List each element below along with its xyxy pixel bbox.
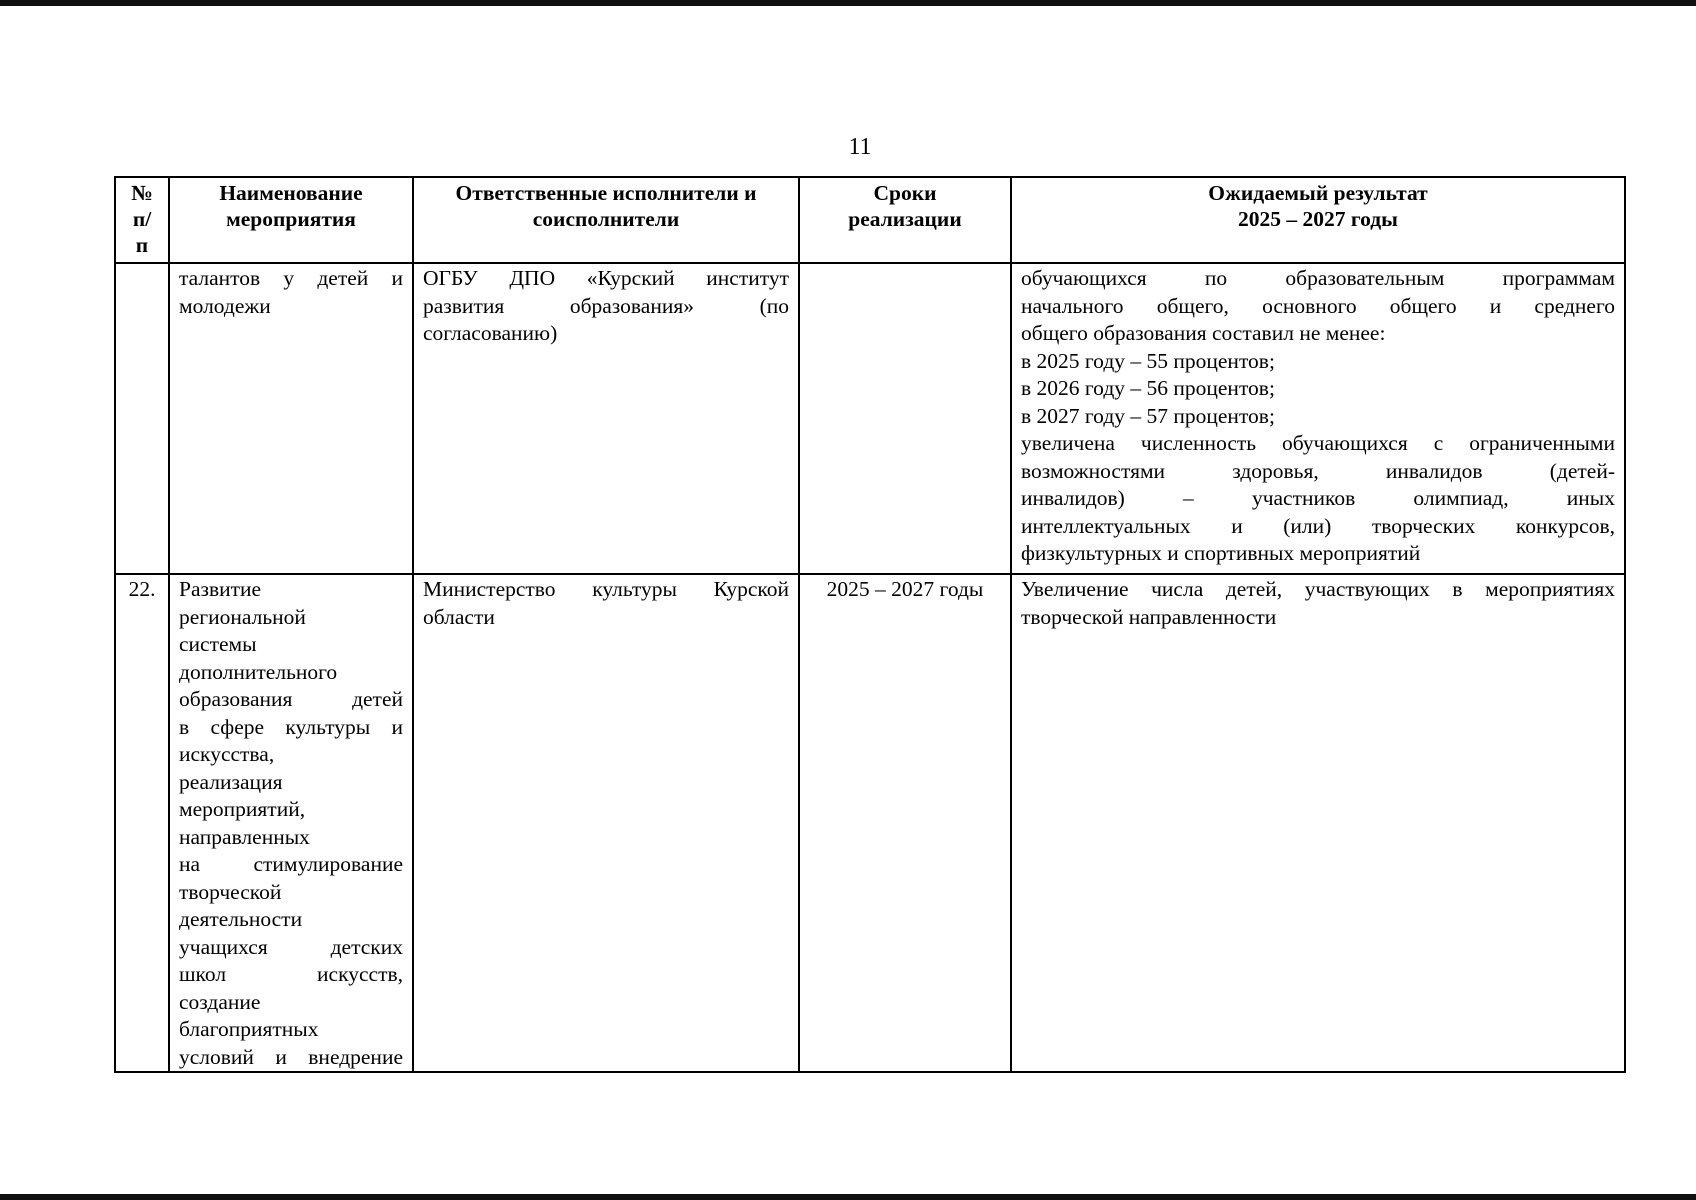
row-executors: Министерство культуры Курской области (413, 574, 799, 1072)
scan-edge-bottom (0, 1194, 1696, 1200)
row-terms (799, 263, 1011, 574)
row-event-name: Развитие региональной системы дополнительного образования детей в сфере культуры и искусства, реализация мероприятий, направленных на стимулирование творческой деятельности учащихся детских школ искусств, создание благоприятных условий и внедрение (169, 574, 413, 1072)
row-event-name: талантов у детей и молодежи (169, 263, 413, 574)
table-row (115, 574, 1625, 1072)
header-terms: Сроки реализации (799, 177, 1011, 263)
page-number: 11 (848, 134, 872, 160)
measures-table (114, 176, 1626, 1073)
table-header-row (115, 177, 1625, 263)
row-terms: 2025 – 2027 годы (799, 574, 1011, 1072)
header-event-name: Наименование мероприятия (169, 177, 413, 263)
header-expected-result: Ожидаемый результат 2025 – 2027 годы (1011, 177, 1625, 263)
scan-edge-top (0, 0, 1696, 6)
header-number: № п/ п (115, 177, 169, 263)
row-expected-result: обучающихся по образовательным программам начального общего, основного общего и среднего общего образования составил не менее: в 2025 году – 55 процентов; в 2026 году – 56 процентов; в 2027 году – 57 процентов; увеличена численность обучающихся с ограниченными возможностями здоровья, инвалидов (детей- инвалидов) – участников олимпиад, иных интеллектуальных и (или) творческих конкурсов, физкультурных и спортивных мероприятий (1011, 263, 1625, 574)
header-executors: Ответственные исполнители и соисполнители (413, 177, 799, 263)
row-number (115, 263, 169, 574)
table-row (115, 263, 1625, 574)
row-executors: ОГБУ ДПО «Курский институт развития образования» (по согласованию) (413, 263, 799, 574)
row-number: 22. (115, 574, 169, 1072)
row-expected-result: Увеличение числа детей, участвующих в мероприятиях творческой направленности (1011, 574, 1625, 1072)
